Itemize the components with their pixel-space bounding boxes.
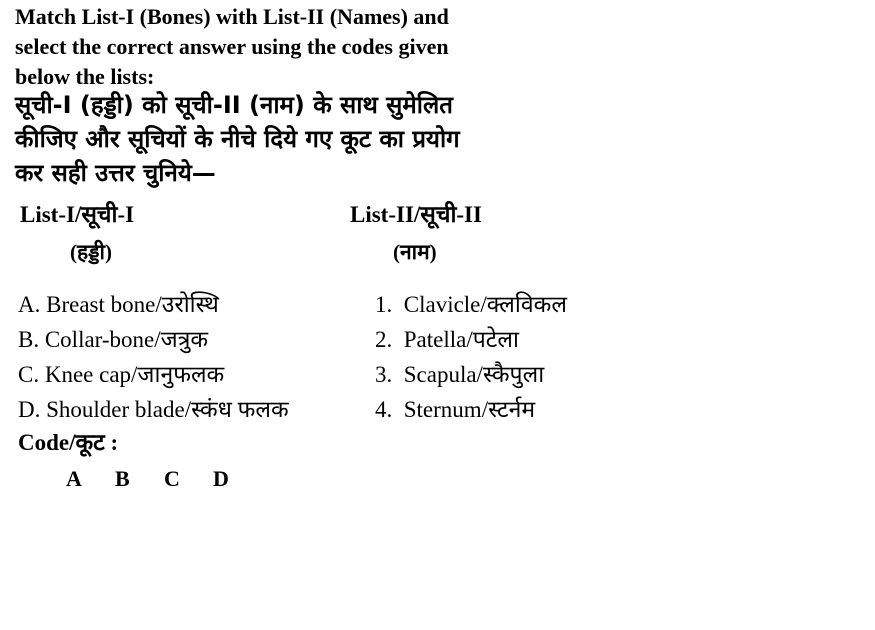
- list2-item-4: 4. Sternum/स्टर्नम: [375, 397, 536, 422]
- code-column-d: D: [213, 466, 229, 491]
- code-label: Code/कूट :: [18, 430, 119, 455]
- list1-item-c: C. Knee cap/जानुफलक: [18, 362, 225, 387]
- list2-item-2: 2. Patella/पटेला: [375, 327, 519, 352]
- list1-item-a: A. Breast bone/उरोस्थि: [18, 292, 219, 317]
- code-column-c: C: [164, 466, 180, 491]
- list1-item-d: D. Shoulder blade/स्कंध फलक: [18, 397, 289, 422]
- list1-item-b: B. Collar-bone/जत्रुक: [18, 327, 209, 352]
- question-hindi-line-1: सूची-I (हड्डी) को सूची-II (नाम) के साथ सुमेलित: [15, 91, 453, 119]
- question-hindi-line-3: कर सही उत्तर चुनिये—: [15, 159, 216, 187]
- code-column-a: A: [66, 466, 82, 491]
- list2-item-3: 3. Scapula/स्कैपुला: [375, 362, 545, 387]
- list2-item-1: 1. Clavicle/क्लविकल: [375, 292, 567, 317]
- code-column-b: B: [115, 466, 130, 491]
- question-english-line-2: select the correct answer using the codes given: [15, 34, 449, 59]
- list2-subheader: (नाम): [393, 240, 437, 264]
- question-hindi: [15, 88, 575, 190]
- list1-subheader: (हड्डी): [70, 240, 112, 264]
- list1-header: List-I/सूची-I: [20, 202, 135, 227]
- question-english: [15, 2, 575, 92]
- question-english-line-3: below the lists:: [15, 64, 155, 89]
- list2-header: List-II/सूची-II: [350, 202, 482, 227]
- question-english-line-1: Match List-I (Bones) with List-II (Names) and: [15, 4, 449, 29]
- question-hindi-line-2: कीजिए और सूचियों के नीचे दिये गए कूट का प्रयोग: [15, 125, 460, 153]
